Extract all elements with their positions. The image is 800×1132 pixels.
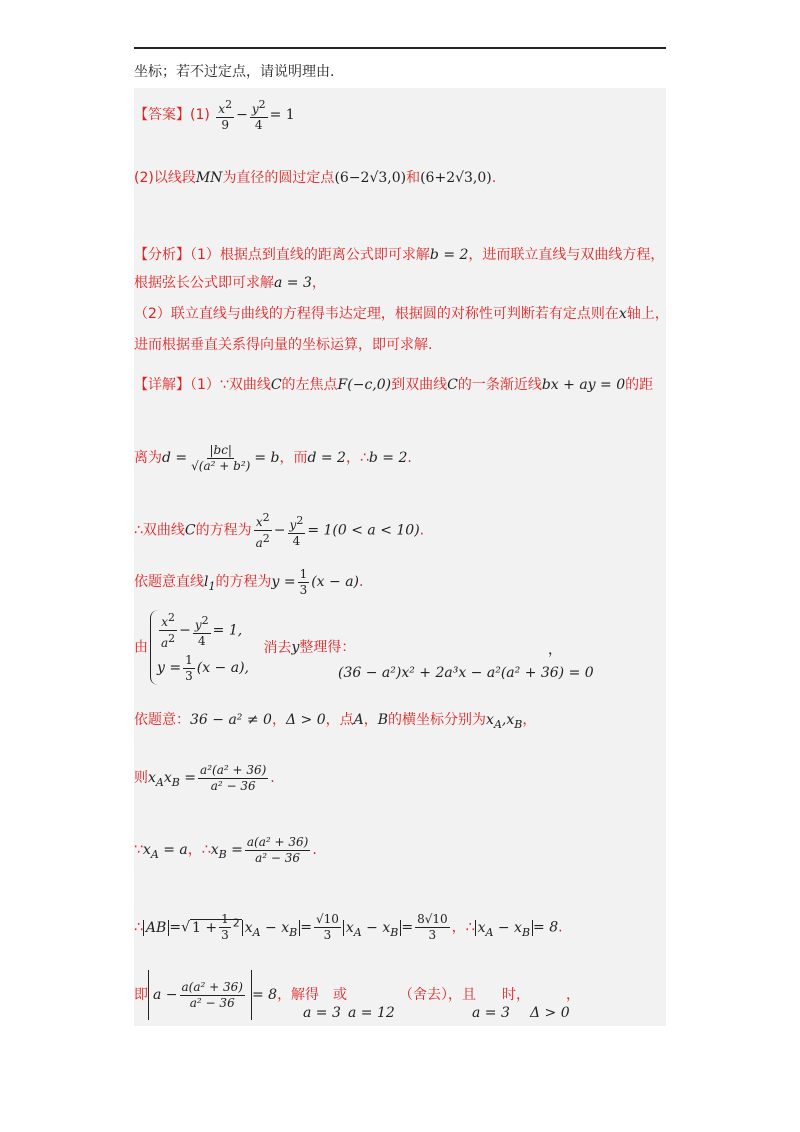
solve-line: 即 a − $\frac{\text{a(a² + 36)}}{\text{a² − 36}}$ = 8，解得 xyxy=(134,970,319,1020)
intro-text: 坐标；若不过定点，请说明理由. xyxy=(134,64,335,80)
header-rule xyxy=(134,47,666,49)
delta-positive: Δ > 0 xyxy=(530,1005,570,1021)
fraction: $\frac{√10}{3}$ xyxy=(315,912,339,943)
system-brace: $\frac{x^2}{a^2}$ − $\frac{y^2}{4}$ = 1, y = $\frac{1}{3}$ (x − a), xyxy=(150,610,249,685)
detail-line-1: 【详解】（1）∵双曲线C的左焦点F(−c,0)到双曲线C的一条渐近线bx + ay = 0的距 xyxy=(134,377,654,393)
fraction: $\frac{x^2}{a^2}$ xyxy=(161,611,176,650)
fraction: $\frac{y^2}{4}$ xyxy=(289,513,304,548)
system-comma: ， xyxy=(548,642,562,658)
answer-tag: 【答案】 xyxy=(134,107,190,123)
detail-line-3: ∴双曲线C的方程为 $\frac{x^2}{a^2}$ − $\frac{y^2}{4}$ = 1(0 < a < 10). xyxy=(134,511,425,550)
analysis-line-3: （2）联立直线与曲线的方程得韦达定理，根据圆的对称性可判断若有定点则在x轴上， xyxy=(134,306,669,322)
detail-tag: 【详解】 xyxy=(134,377,190,393)
equation-system: 由 $\frac{x^2}{a^2}$ − $\frac{y^2}{4}$ = 1, y = $\frac{1}{3}$ (x − a), 消去y整理得： xyxy=(134,610,355,685)
chord-length-line: ∴ AB =√ 1 + $\frac{1}{3}$ $^2$ $x_A - x_B$ = $\frac{√10}{3}$ $x_A - x_B$ = $\frac{8√10}{3}$ ，∴ $x_A - x_B = 8$. xyxy=(134,912,563,943)
fraction: $\frac{\text{a²(a² + 36)}}{\text{a² − 36}}$ xyxy=(200,762,267,793)
solution-a12: a = 12 xyxy=(348,1005,395,1021)
fraction: $\frac{\text{a(a² + 36)}}{\text{a² − 36}}$ xyxy=(181,979,243,1010)
condition-line: 依题意：36 − a² ≠ 0，Δ > 0，点A，B的横坐标分别为$x_A,x_B$， xyxy=(134,712,537,731)
solution-a3-second: a = 3 xyxy=(472,1005,510,1021)
detail-line-4: 依题意直线$l_1$的方程为y = $\frac{1}{3}$ (x − a). xyxy=(134,566,364,597)
when-text: 时， xyxy=(502,987,530,1003)
detail-line-2: 离为d = $\frac{|bc|}{\text{√(a² + b²)}}$ = b，而d = 2，∴b = 2. xyxy=(134,442,412,473)
solution-a3: a = 3 xyxy=(303,1005,341,1021)
fraction: $\frac{1}{3}$ xyxy=(299,566,308,597)
fraction: $\frac{|bc|}{\text{√(a² + b²)}}$ xyxy=(191,442,251,473)
fraction: $\frac{x^2}{9}$ xyxy=(218,98,233,132)
fraction: $\frac{y^2}{4}$ xyxy=(194,613,209,648)
fraction: $\frac{1}{3}$ xyxy=(221,912,229,943)
fraction: $\frac{8√10}{3}$ xyxy=(417,912,448,943)
fraction: $\frac{\text{a(a² + 36)}}{\text{a² − 36}}$ xyxy=(246,834,309,865)
analysis-line-2: 根据弦长公式即可求解a = 3， xyxy=(134,275,326,291)
analysis-line-1: 【分析】（1）根据点到直线的距离公式即可求解b = 2，进而联立直线与双曲线方程， xyxy=(134,247,665,263)
or-text: 或 xyxy=(333,987,347,1003)
product-line: 则$x_Ax_B$ = $\frac{\text{a²(a² + 36)}}{\text{a² − 36}}$ . xyxy=(134,762,275,793)
answer-part2: (2)以线段MN为直径的圆过定点(6−2√3,0)和(6+2√3,0). xyxy=(134,170,497,186)
quadratic-result: (36 − a²)x² + 2a³x − a²(a² + 36) = 0 xyxy=(338,665,594,681)
answer-part1: 【答案】(1) $\frac{x^2}{9}$ − $\frac{y^2}{4}$ = 1 xyxy=(134,98,295,132)
solve-end: ， xyxy=(566,987,580,1003)
analysis-tag: 【分析】 xyxy=(134,247,190,263)
fraction: $\frac{x^2}{a^2}$ xyxy=(255,511,270,550)
analysis-line-4: 进而根据垂直关系得向量的坐标运算，即可求解. xyxy=(134,337,433,353)
fraction: $\frac{y^2}{4}$ xyxy=(251,98,266,132)
fraction: $\frac{1}{3}$ xyxy=(185,652,193,683)
solution-panel xyxy=(134,88,666,1026)
discard-text: （舍去），且 xyxy=(399,987,476,1003)
xa-xb-line: $\because x_A = a$，$\therefore x_B$ = $\frac{\text{a(a² + 36)}}{\text{a² − 36}}$ . xyxy=(134,834,317,865)
